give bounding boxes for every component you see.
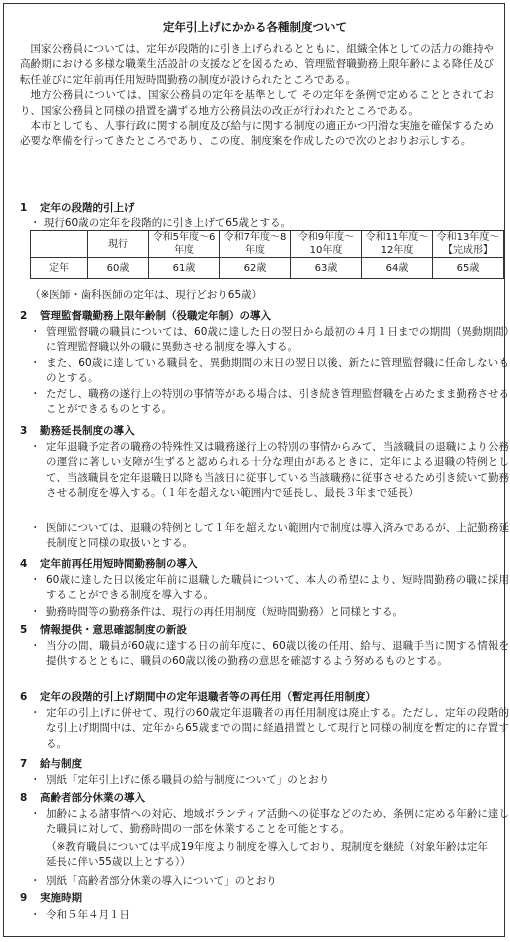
section-heading-8: 8 高齢者部分休業の導入	[20, 792, 145, 804]
section-heading-2: 2 管理監督職勤務上限年齢制（役職定年制）の導入	[20, 310, 271, 322]
table-header-cell: 現行	[88, 231, 149, 258]
bullet-item: ・ 勤務時間等の勤務条件は、現行の再任用制度（短時間勤務）と同様とする。	[30, 606, 403, 618]
table-header-cell: 令和7年度～8年度	[220, 231, 291, 258]
section-heading-6: 6 定年の段階的引上げ期間中の定年退職者等の再任用（暫定再任用制度）	[20, 691, 376, 703]
intro-section	[20, 42, 494, 150]
table-cell: 62歳	[220, 258, 291, 279]
section-heading-4: 4 定年前再任用短時間勤務制の導入	[20, 558, 198, 570]
bullet-item: ・ 当分の間、職員が60歳に達する日の前年度に、60歳以後の任用、給与、退職手当に関する情報を提供するとともに、職員の60歳以後の勤務の意思を確認するよう努めるものとする。	[30, 640, 509, 668]
table-cell: 61歳	[149, 258, 220, 279]
section-heading-9: 9 実施時期	[20, 892, 82, 904]
section-heading-5: 5 情報提供・意思確認制度の新設	[20, 624, 187, 636]
table-cell: 60歳	[88, 258, 149, 279]
document-title: 定年引上げにかかる各種制度ついて	[163, 20, 347, 34]
bullet-item: ・ 令和５年４月１日	[30, 909, 130, 921]
section-1-line: ・ 現行60歳の定年を段階的に引き上げて65歳とする。	[30, 217, 292, 229]
intro-paragraph: 国家公務員については、定年が段階的に引き上げられるとともに、組織全体としての活力の維持や高齢期における多様な職業生活設計の支援などを図るため、管理監督職勤務上限年齢による降任及び転任並びに定年前再任用短時間勤務の制度が設けられたところである。	[20, 43, 494, 86]
bullet-item: ・ 加齢による諸事情への対応、地域ボランティア活動への従事などのため、条例に定める年齢に達した職員に対して、勤務時間の一部を休業することを可能とする。	[30, 808, 509, 836]
section-heading-3: 3 勤務延長制度の導入	[20, 425, 135, 437]
section-heading-7: 7 給与制度	[20, 758, 82, 770]
retirement-age-table	[30, 230, 504, 279]
section-8-note: （※教育職員については平成19年度より制度を導入しており、現制度を継続（対象年齢は定年延長に伴い55歳以上とする））	[46, 841, 488, 869]
table-header-cell: 令和5年度～6年度	[149, 231, 220, 258]
table-cell: 63歳	[291, 258, 362, 279]
table-header-cell: 令和9年度～10年度	[291, 231, 362, 258]
bullet-item: ・ 別紙「高齢者部分休業の導入について」のとおり	[30, 875, 277, 887]
table-header-cell: 令和11年度～12年度	[362, 231, 433, 258]
intro-paragraph: 本市としても、人事行政に関する制度及び給与に関する制度の適正かつ円滑な実施を確保するため必要な準備を行ってきたところであり、この度、制度案を作成したので次のとおりお示しする。	[20, 120, 494, 148]
bullet-item: ・ 定年退職予定者の職務の特殊性又は職務遂行上の特別の事情からみて、当該職員の退職により公務の運営に著しい支障が生ずると認められる十分な理由があるときに、定年による退職の特例として、当該職員を定年退職日以降も当該日に従事している当該職務に従事させるため引き続いて勤務させる制度を導入する。（１年を超えない範囲内で延長し、最長３年まで延長）	[30, 441, 509, 500]
bullet-item: ・ 別紙「定年引上げに係る職員の給与制度について」のとおり	[30, 774, 330, 786]
section-heading-1: 1 定年の段階的引上げ	[20, 202, 135, 214]
table-row-label: 定年	[31, 258, 88, 279]
table-row	[31, 258, 504, 279]
bullet-item: ・ 60歳に達した日以後定年前に退職した職員について、本人の希望により、短時間勤務の職に採用することができる制度を導入する。	[30, 574, 509, 602]
table-header-row	[31, 231, 504, 258]
table-header-cell: 令和13年度～【完成形】	[433, 231, 504, 258]
bullet-item: ・ また、60歳に達している職員を、異動期間の末日の翌日以後、新たに管理監督職に任命しないものとする。	[30, 357, 509, 385]
section-1-note: （※医師・歯科医師の定年は、現行どおり65歳）	[30, 289, 263, 301]
bullet-item: ・ 定年の引上げに併せて、現行の60歳定年退職者の再任用制度は廃止する。ただし、定年の段階的な引上げ期間中は、定年から65歳までの間に経過措置として現行と同様の制度を暫定的に存置する。	[30, 707, 509, 750]
bullet-item: ・ ただし、職務の遂行上の特別の事情等がある場合は、引き続き管理監督職を占めたまま勤務させることができるものとする。	[30, 388, 509, 416]
bullet-item: ・ 医師については、退職の特例として１年を超えない範囲内で制度は導入済みであるが、上記勤務延長制度と同様の取扱いとする。	[30, 522, 509, 550]
table-header-cell	[31, 231, 88, 258]
bullet-item: ・ 管理監督職の職員については、60歳に達した日の翌日から最初の４月１日までの期間（異動期間）に管理監督職以外の職に異動させる制度を導入する。	[30, 326, 509, 354]
table-cell: 64歳	[362, 258, 433, 279]
intro-paragraph: 地方公務員については、国家公務員の定年を基準として その定年を条例で定めることとされており、国家公務員と同様の措置を講ずる地方公務員法の改正が行われたところである。	[20, 89, 494, 117]
table-cell: 65歳	[433, 258, 504, 279]
